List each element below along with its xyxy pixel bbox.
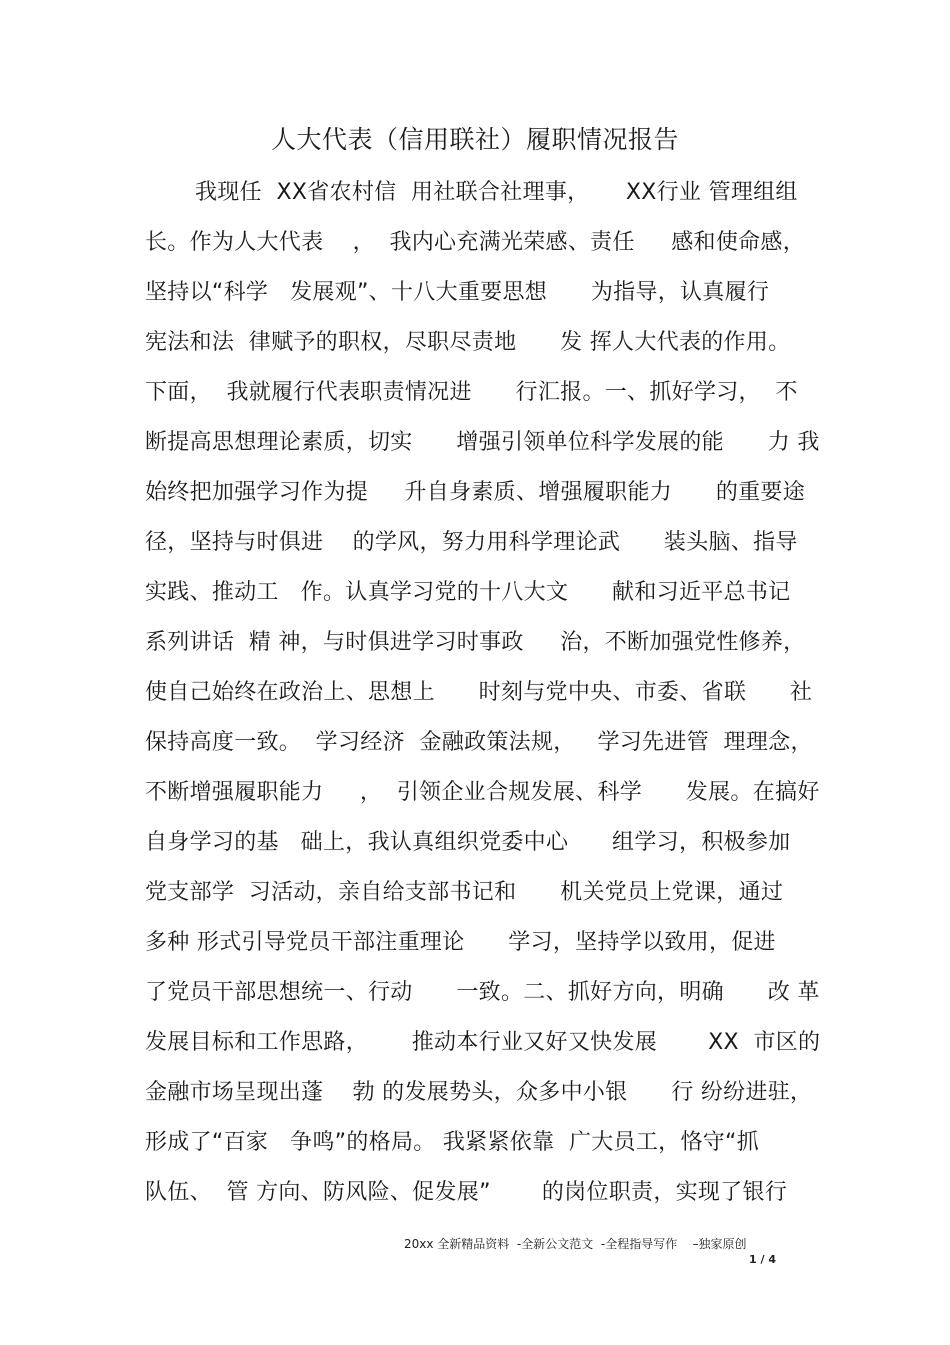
document-body bbox=[145, 170, 821, 1220]
paragraph-line: 实践、推动工 作。认真学习党的十八大文 献和习近平总书记 bbox=[145, 580, 791, 605]
paragraph-line: 不断增强履职能力 ， 引领企业合规发展、科学 发展。在搞好 bbox=[145, 780, 820, 805]
paragraph-line: 径，坚持与时俱进 的学风，努力用科学理论武 装头脑、指导 bbox=[145, 530, 798, 555]
paragraph-line: 党支部学 习活动，亲自给支部书记和 机关党员上党课，通过 bbox=[145, 880, 784, 905]
page-number: 1 / 4 bbox=[749, 1253, 776, 1266]
paragraph-line: 金融市场呈现出蓬 勃 的发展势头，众多中小银 行 纷纷进驻， bbox=[145, 1080, 813, 1105]
document-title: 人大代表（信用联社）履职情况报告 bbox=[270, 125, 679, 154]
paragraph-line: 保持高度一致。 学习经济 金融政策法规， 学习先进管 理理念， bbox=[145, 730, 813, 755]
paragraph-line: 长。作为人大代表 ， 我内心充满光荣感、责任 感和使命感， bbox=[145, 230, 806, 255]
paragraph-line: 系列讲话 精 神，与时俱进学习时事政 治，不断加强党性修养， bbox=[145, 630, 806, 655]
paragraph-line: 了党员干部思想统一、行动 一致。二、抓好方向，明确 改 革 bbox=[145, 980, 820, 1005]
paragraph-line: 我现任 XX省农村信 用社联合社理事， XX行业 管理组组 bbox=[195, 180, 798, 205]
paragraph-line: 使自己始终在政治上、思想上 时刻与党中央、市委、省联 社 bbox=[145, 680, 813, 705]
paragraph-line: 坚持以“科学 发展观”、十八大重要思想 为指导，认真履行 bbox=[145, 280, 770, 305]
paragraph-line: 宪法和法 律赋予的职权，尽职尽责地 发 挥人大代表的作用。 bbox=[145, 330, 791, 355]
paragraph-line: 自身学习的基 础上，我认真组织党委中心 组学习，积极参加 bbox=[145, 830, 791, 855]
paragraph-line: 队伍、 管 方向、防风险、促发展” 的岗位职责，实现了银行 bbox=[145, 1180, 788, 1205]
paragraph-line: 断提高思想理论素质，切实 增强引领单位科学发展的能 力 我 bbox=[145, 430, 820, 455]
paragraph-line: 下面， 我就履行代表职责情况进 行汇报。一、抓好学习， 不 bbox=[145, 380, 798, 405]
paragraph-line: 发展目标和工作思路， 推动本行业又好又快发展 XX 市区的 bbox=[145, 1030, 821, 1055]
page-footer: 20xx 全新精品资料 -全新公文范文 -全程指导写作 –独家原创 bbox=[404, 1237, 747, 1251]
paragraph-line: 始终把加强学习作为提 升自身素质、增强履职能力 的重要途 bbox=[145, 480, 806, 505]
paragraph-line: 多种 形式引导党员干部注重理论 学习，坚持学以致用，促进 bbox=[145, 930, 776, 955]
paragraph-line: 形成了“百家 争鸣”的格局。 我紧紧依靠 广大员工，恪守“抓 bbox=[145, 1130, 760, 1155]
